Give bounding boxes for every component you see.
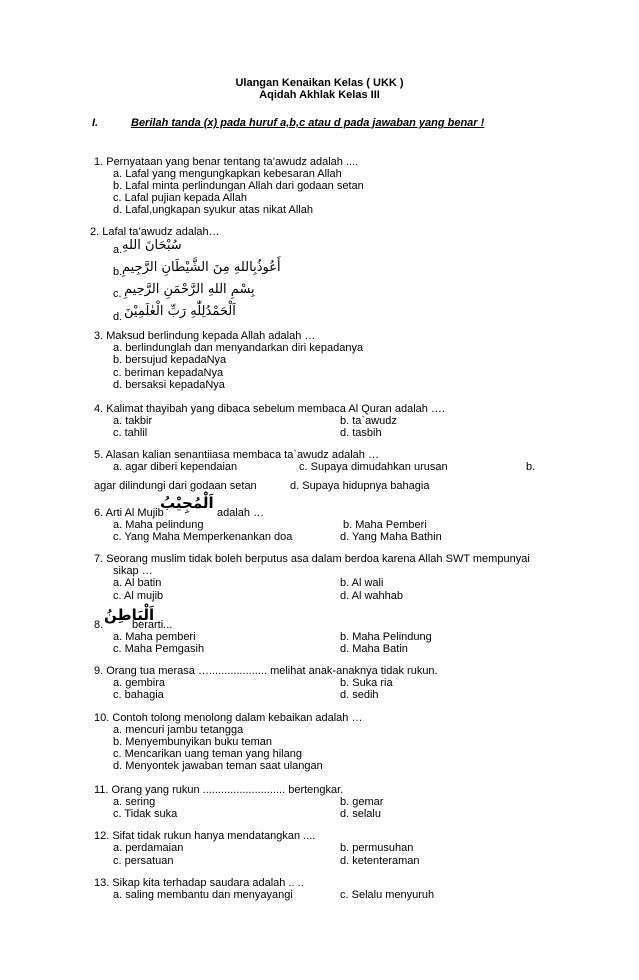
option-a: a. sering	[113, 796, 156, 808]
option-c: c. bahagia	[113, 689, 164, 701]
option-b: b. Menyembunyikan buku teman	[113, 736, 272, 748]
option-b-letter: b.	[526, 461, 536, 473]
option-c: c. Supaya dimudahkan urusan	[299, 461, 448, 473]
option-d: d. Yang Maha Bathin	[340, 531, 442, 543]
section-numeral: I.	[92, 117, 99, 129]
option-a-arabic: سُبْحَانَ اللهِ	[122, 238, 182, 253]
option-b-letter: b.	[113, 266, 123, 278]
page-title: Ulangan Kenaikan Kelas ( UKK )	[235, 77, 404, 89]
question-text-prefix: 8.	[94, 619, 104, 631]
option-c: c. Selalu menyuruh	[340, 889, 435, 901]
option-d: d. Lafal,ungkapan syukur atas nikat Allah	[113, 204, 313, 216]
option-d: d. tasbih	[340, 427, 382, 439]
option-c: c. Lafal pujian kepada Allah	[113, 192, 247, 204]
question-text-continued: sikap …	[113, 565, 153, 577]
question-text: 9. Orang tua merasa …................... melihat anak-anaknya tidak rukun.	[94, 665, 438, 677]
option-b: agar dilindungi dari godaan setan	[94, 480, 257, 492]
option-d: d. bersaksi kepadaNya	[113, 379, 225, 391]
question-text: 10. Contoh tolong menolong dalam kebaikan adalah …	[94, 712, 363, 724]
option-c: c. Al mujib	[113, 590, 164, 602]
option-b: b. gemar	[340, 796, 384, 808]
option-a: a. Lafal yang mengungkapkan kebesaran Allah	[113, 168, 342, 180]
question-text: 11. Orang yang rukun ........................... bertengkar.	[94, 784, 344, 796]
option-a-letter: a.	[113, 244, 123, 256]
option-a: a. takbir	[113, 415, 153, 427]
option-a: a. berlindunglah dan menyandarkan diri kepadanya	[113, 342, 364, 354]
question-text-suffix: berarti...	[132, 619, 173, 631]
question-text: 2. Lafal ta’awudz adalah…	[90, 226, 220, 238]
option-d: d. Maha Batin	[340, 643, 408, 655]
option-d: d. Menyontek jawaban teman saat ulangan	[113, 760, 323, 772]
option-b: b. ta`awudz	[340, 415, 397, 427]
option-a: a. mencuri jambu tetangga	[113, 724, 244, 736]
option-c: c. persatuan	[113, 855, 174, 867]
option-c: c. tahlil	[113, 427, 148, 439]
option-a: a. Al batin	[113, 577, 162, 589]
option-d: d. ketenteraman	[340, 855, 420, 867]
arabic-term: اَلْمُجِيْبُ	[160, 494, 214, 512]
question-text-prefix: 6. Arti Al Mujib	[94, 507, 164, 519]
option-c: c. Tidak suka	[113, 808, 178, 820]
option-c: c. Mencarikan uang teman yang hilang	[113, 748, 302, 760]
option-c: c. Yang Maha Memperkenankan doa	[113, 531, 293, 543]
option-c-arabic: بِسْمِ اللهِ الرَّحْمَنِ الرَّحِيمِ	[124, 282, 255, 297]
option-a: a. agar diberi kependaian	[113, 461, 238, 473]
question-text: 12. Sifat tidak rukun hanya mendatangkan ....	[94, 830, 316, 842]
question-text: 5. Alasan kalian senantiiasa membaca ta`awudz adalah …	[94, 449, 379, 461]
option-b: b. permusuhan	[340, 842, 414, 854]
option-b: b. Maha Pemberi	[343, 519, 427, 531]
option-b: b. bersujud kepadaNya	[113, 354, 227, 366]
option-d: d. selalu	[340, 808, 381, 820]
option-c: c. Maha Pemgasih	[113, 643, 205, 655]
option-a: a. Maha pemberi	[113, 631, 196, 643]
option-d: d. Al wahhab	[340, 590, 403, 602]
option-d-arabic: اَلْحَمْدُلِلّٰهِ رَبِّ الْعٰلَمِيْنَ	[124, 304, 236, 319]
section-instruction: Berilah tanda (x) pada huruf a,b,c atau d pada jawaban yang benar !	[131, 117, 485, 129]
option-b: b. Lafal minta perlindungan Allah dari godaan setan	[113, 180, 364, 192]
option-c: c. beriman kepadaNya	[113, 367, 224, 379]
option-d: d. Supaya hidupnya bahagia	[290, 480, 430, 492]
option-a: a. Maha pelindung	[113, 519, 204, 531]
option-b: b. Al wali	[340, 577, 384, 589]
arabic-term: اَلْبَاطِنُ	[104, 606, 155, 624]
question-text: 4. Kalimat thayibah yang dibaca sebelum membaca Al Quran adalah ….	[94, 403, 445, 415]
question-text: 1. Pernyataan yang benar tentang ta’awudz adalah ....	[94, 156, 359, 168]
question-text: 13. Sikap kita terhadap saudara adalah .. ..	[94, 877, 304, 889]
question-text: 7. Seorang muslim tidak boleh berputus asa dalam berdoa karena Allah SWT mempunyai	[94, 553, 530, 565]
option-b-arabic: أَعُوذُبِاللهِ مِنَ الشَّيْطَانِ الرَّجِيمِ	[122, 260, 281, 275]
option-a: a. gembira	[113, 677, 165, 689]
question-text-suffix: adalah …	[217, 507, 265, 519]
option-a: a. saling membantu dan menyayangi	[113, 889, 293, 901]
option-d: d. sedih	[340, 689, 379, 701]
option-a: a. perdamaian	[113, 842, 184, 854]
option-d-letter: d.	[113, 311, 123, 323]
question-text: 3. Maksud berlindung kepada Allah adalah …	[94, 330, 316, 342]
option-c-letter: c.	[113, 288, 122, 300]
page-subtitle: Aqidah Akhlak Kelas III	[259, 89, 380, 101]
option-b: b. Maha Pelindung	[340, 631, 432, 643]
option-b: b. Suka ria	[340, 677, 393, 689]
